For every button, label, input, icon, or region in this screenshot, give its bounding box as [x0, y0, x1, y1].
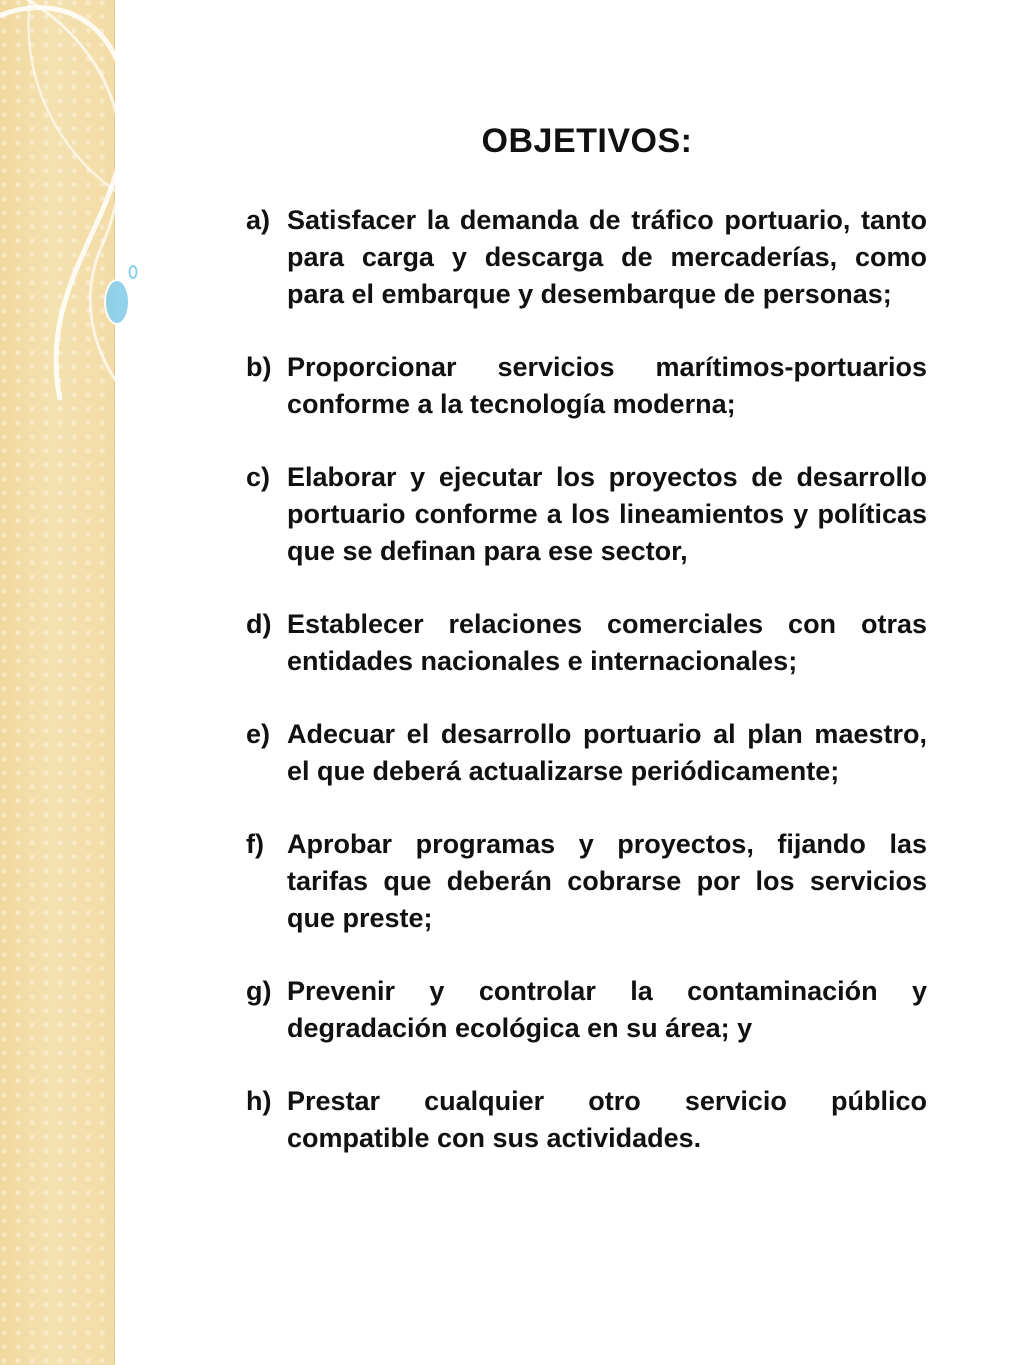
- objective-item-h: [246, 1083, 927, 1157]
- objective-text: Proporcionar servicios marítimos-portuarios conforme a la tecnología moderna;: [287, 352, 927, 419]
- swirl-curve-arc: [28, 0, 250, 225]
- small-bead-icon: [130, 266, 137, 278]
- page-title: OBJETIVOS:: [481, 122, 693, 160]
- decorative-swirl: [0, 0, 260, 420]
- objective-marker: d): [246, 609, 272, 639]
- objective-text: Establecer relaciones comerciales con otras entidades nacionales e internacionales;: [287, 609, 927, 676]
- objectives-list: [246, 202, 927, 1193]
- objective-text: Elaborar y ejecutar los proyectos de desarrollo portuario conforme a los lineamientos y políticas que se definan para ese sector,: [287, 462, 927, 566]
- objective-text: Prestar cualquier otro servicio público compatible con sus actividades.: [287, 1086, 927, 1153]
- objective-item-g: [246, 973, 927, 1047]
- objective-item-f: [246, 826, 927, 937]
- objective-text: Prevenir y controlar la contaminación y degradación ecológica en su área; y: [287, 976, 927, 1043]
- objective-item-c: [246, 459, 927, 570]
- swirl-curve-outer: [0, 8, 126, 400]
- objective-item-e: [246, 716, 927, 790]
- objective-text: Adecuar el desarrollo portuario al plan maestro, el que deberá actualizarse periódicamente;: [287, 719, 927, 786]
- objective-marker: b): [246, 352, 272, 382]
- objective-text: Aprobar programas y proyectos, fijando las tarifas que deberán cobrarse por los servicios que preste;: [287, 829, 927, 933]
- objective-marker: a): [246, 205, 271, 235]
- objective-marker: e): [246, 719, 271, 749]
- objective-marker: g): [246, 976, 272, 1006]
- objective-marker: c): [246, 462, 271, 492]
- objective-marker: f): [246, 829, 264, 859]
- objective-text: Satisfacer la demanda de tráfico portuario, tanto para carga y descarga de mercaderías, como para el embarque y desembarque de personas;: [287, 205, 927, 309]
- swirl-curve-inner: [10, 0, 140, 410]
- objective-item-d: [246, 606, 927, 680]
- bead-icon: [105, 280, 129, 324]
- objective-item-b: [246, 349, 927, 423]
- objective-item-a: [246, 202, 927, 313]
- objective-marker: h): [246, 1086, 272, 1116]
